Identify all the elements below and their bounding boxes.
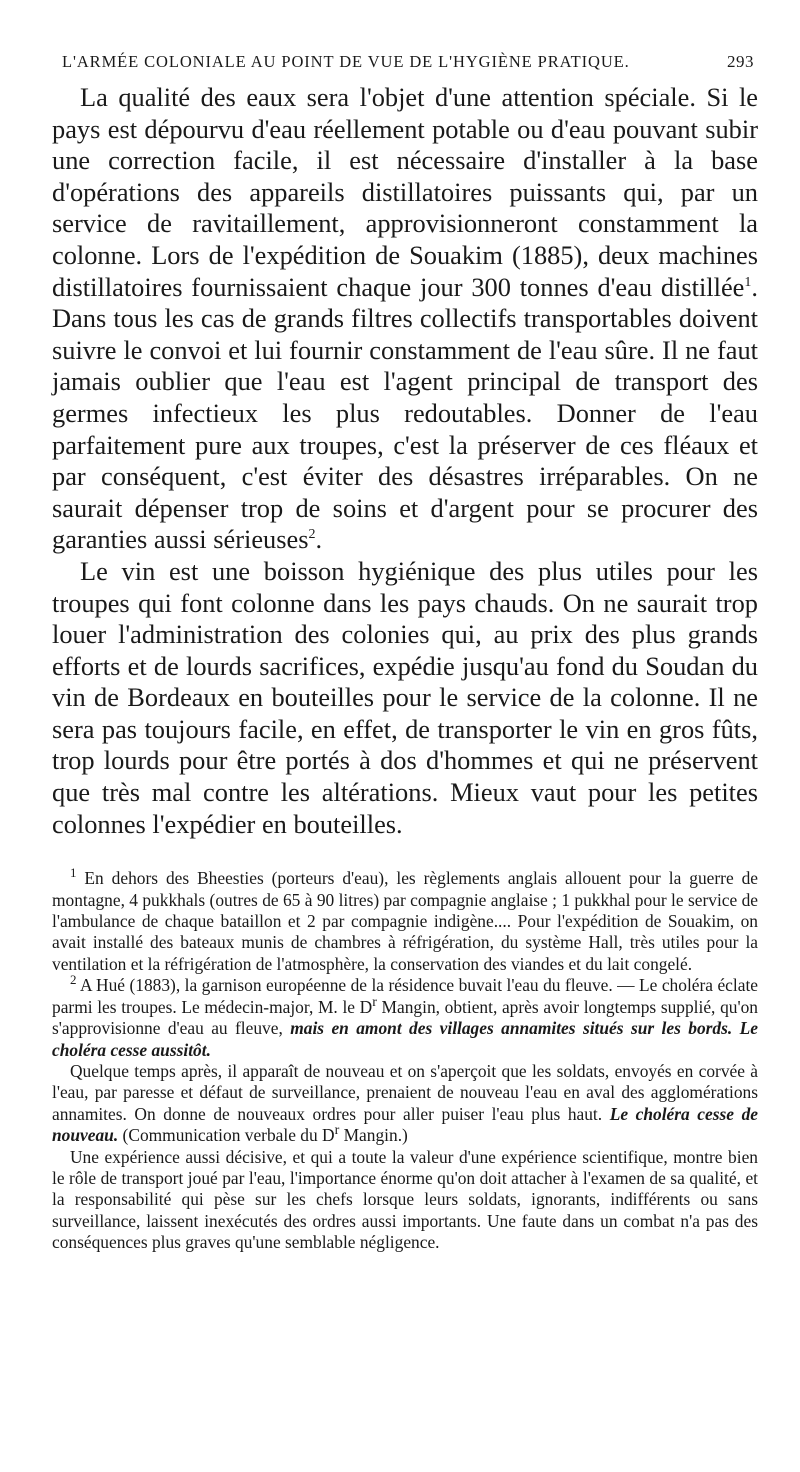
footnote-number: 2 [70,972,77,988]
footnote-text: Mangin, obtient, après avoir longtemps supplié, qu'on s'approvisionne d'eau au fleuve, [52,996,758,1039]
footnotes [52,865,758,1253]
footnote-ref: 2 [308,527,316,543]
footnote-2-continued [52,1061,758,1147]
emphasis-text: Le choléra cesse de nouveau. [52,1103,758,1146]
superscript: r [334,1123,340,1139]
main-text [52,82,758,840]
paragraph-text: . Dans tous les cas de grands filtres collectifs transportables doivent suivre le convoi et lui fournir constamment de l'eau sûre. Il ne faut jamais oublier que l'eau est l'agent principal de transport des germes infectieux les plus redoutables. Donner de l'eau parfaitement pure aux troupes, c'est la préserver de ces fléaux et par conséquent, c'est éviter des désastres irréparables. On ne saurait dépenser trop de soins et d'argent pour se procurer des garanties aussi sérieuses [52,271,758,555]
footnote-ref: 1 [744,274,752,290]
running-title: L'ARMÉE COLONIALE AU POINT DE VUE DE L'HYGIÈNE PRATIQUE. [62,52,630,71]
footnote-text: (Communication verbale du D [118,1125,335,1146]
book-page [52,52,758,1254]
paragraph-water-quality [52,82,758,556]
footnote-text: En dehors des Bheesties (porteurs d'eau), les règlements anglais allouent pour la guerre de montagne, 4 pukkhals (outres de 65 à 90 litres) par compagnie anglaise ; 1 pukkhal pour le service de l'ambulance de chaque bataillon et 2 par compagnie indigène.... Pour l'expédition de Souakim, on avait installé des bateaux munis de chambres à réfrigération, du système Hall, très utiles pour la ventilation et la réfrigération de l'atmosphère, la conservation des viandes et du lait congelé. [52,868,758,974]
footnote-text: Une expérience aussi décisive, et qui a toute la valeur d'une expérience scientifique, montre bien le rôle de transport joué par l'eau, l'importance énorme qu'on doit attacher à l'examen de sa qualité, et la responsabilité qui pèse sur les chefs lorsque leurs soldats, ignorants, indifférents ou sans surveillance, laissent inexécutés des ordres aussi importants. Une faute dans un combat n'a pas des conséquences plus graves qu'une semblable négligence. [52,1146,758,1253]
running-head [62,52,754,78]
paragraph-wine [52,556,758,840]
footnote-2 [52,972,758,1061]
emphasis-text: mais en amont des villages annamites situés sur les bords. Le choléra cesse aussitôt. [52,1018,758,1060]
footnote-number: 1 [70,865,77,881]
footnote-2-conclusion [52,1147,758,1254]
footnote-1 [52,865,758,975]
footnote-text: A Hué (1883), la garnison européenne de la résidence buvait l'eau du fleuve. — Le choléra éclate parmi les troupes. Le médecin-major, M. le D [52,975,758,1017]
footnote-text: Mangin.) [339,1125,408,1146]
paragraph-text: . [315,524,323,555]
paragraph-text: La qualité des eaux sera l'objet d'une attention spéciale. Si le pays est dépourvu d'eau réellement potable ou d'eau pouvant subir une correction facile, il est nécessaire d'installer à la base d'opérations des appareils distillatoires puissants qui, par un service de ravitaillement, approvisionneront constamment la colonne. Lors de l'expédition de Souakim (1885), deux machines distillatoires fournissaient chaque jour 300 tonnes d'eau distillée [52,82,758,302]
superscript: r [372,994,377,1010]
footnote-text: Quelque temps après, il apparaît de nouveau et on s'aperçoit que les soldats, envoyés en corvée à l'eau, par paresse et défaut de surveillance, prenaient de nouveau l'eau en aval des agglomérations annamites. On donne de nouveaux ordres pour aller puiser l'eau plus haut. [52,1060,758,1124]
page-number: 293 [727,52,754,71]
paragraph-text: Le vin est une boisson hygiénique des plus utiles pour les troupes qui font colonne dans les pays chauds. On ne saurait trop louer l'administration des colonies qui, au prix des plus grands efforts et de lourds sacrifices, expédie jusqu'au fond du Soudan du vin de Bordeaux en bouteilles pour le service de la colonne. Il ne sera pas toujours facile, en effet, de transporter le vin en gros fûts, trop lourds pour être portés à dos d'hommes et qui ne préservent que très mal contre les altérations. Mieux vaut pour les petites colonnes l'expédier en bouteilles. [52,555,758,839]
